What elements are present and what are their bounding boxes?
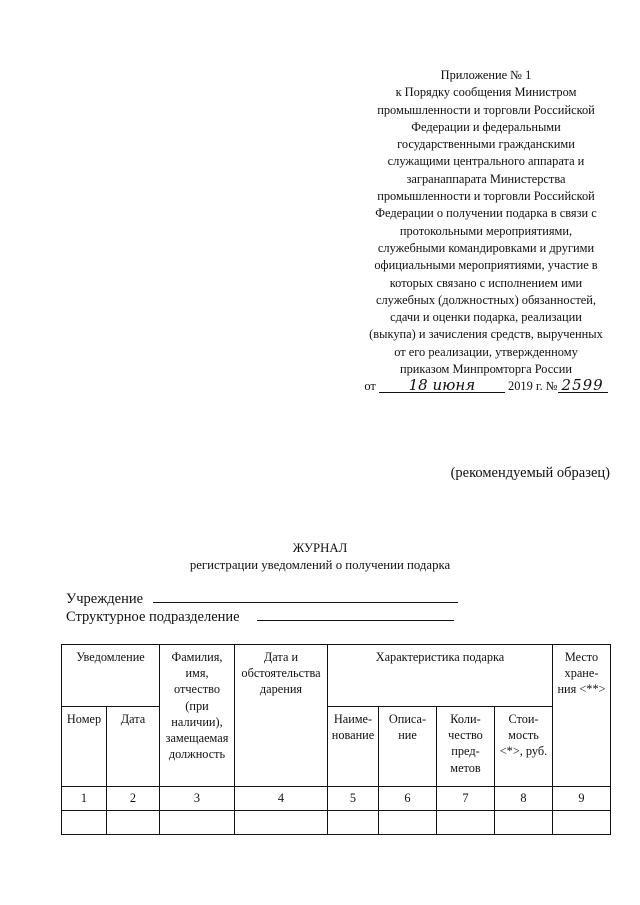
appendix-line: к Порядку сообщения Министром: [395, 85, 577, 100]
year-number-label: 2019 г. №: [508, 379, 558, 394]
empty-cell: [379, 811, 437, 835]
column-number-cell: 4: [235, 787, 328, 811]
empty-cell: [495, 811, 553, 835]
column-number-cell: 9: [553, 787, 611, 811]
header-gift-cost: Стои- мость <*>, руб.: [495, 707, 553, 787]
empty-cell: [235, 811, 328, 835]
handwritten-date: 18 июня: [379, 378, 505, 393]
header-fio-position: Фамилия, имя, отчество (при наличии), замещаемая должность: [160, 645, 235, 787]
appendix-line: официальными мероприятиями, участие в: [374, 258, 598, 273]
appendix-line: служебными командировками и другими: [377, 240, 595, 255]
header-gift-name: Наиме- нование: [328, 707, 379, 787]
institution-blank-line: [153, 589, 458, 603]
institution-label: Учреждение: [66, 591, 144, 607]
handwritten-order-number: 2599: [558, 378, 608, 393]
empty-cell: [553, 811, 611, 835]
empty-cell: [160, 811, 235, 835]
institution-field: [66, 589, 458, 608]
appendix-line: от его реализации, утвержденному: [394, 344, 578, 359]
subdivision-blank-line: [257, 607, 454, 621]
date-prefix: от: [364, 379, 376, 394]
header-storage-place: Место хране- ния <**>: [553, 645, 611, 787]
appendix-line: служащими центрального аппарата и: [387, 154, 585, 169]
appendix-line: промышленности и торговли Российской: [377, 189, 595, 204]
appendix-line: промышленности и торговли Российской: [377, 102, 595, 117]
column-number-cell: 8: [495, 787, 553, 811]
header-item-quantity: Коли- чество пред- метов: [437, 707, 495, 787]
journal-subheading: регистрации уведомлений о получении подарка: [189, 558, 451, 572]
appendix-line: (выкупа) и зачисления средств, вырученных: [369, 327, 603, 342]
header-gift-characteristics: Характеристика подарка: [328, 645, 553, 707]
appendix-line: Приложение № 1: [440, 68, 532, 82]
appendix-header: [352, 67, 620, 396]
journal-title: [0, 540, 640, 574]
empty-cell: [437, 811, 495, 835]
empty-cell: [328, 811, 379, 835]
column-number-cell: 2: [107, 787, 160, 811]
header-notification: Уведомление: [62, 645, 160, 707]
header-date: Дата: [107, 707, 160, 787]
empty-cell: [107, 811, 160, 835]
column-number-cell: 6: [379, 787, 437, 811]
appendix-line: Федерации о получении подарка в связи с: [375, 206, 597, 221]
recommended-sample-label: (рекомендуемый образец): [450, 465, 610, 481]
appendix-line: Федерации и федеральными: [411, 119, 561, 134]
appendix-line: приказом Минпромторга России: [399, 362, 573, 377]
column-number-cell: 5: [328, 787, 379, 811]
gift-registration-journal-table: [61, 644, 611, 835]
empty-cell: [62, 811, 107, 835]
appendix-line: сдачи и оценки подарка, реализации: [390, 310, 582, 325]
column-number-cell: 3: [160, 787, 235, 811]
appendix-line: служебных (должностных) обязанностей,: [376, 292, 596, 307]
column-number-cell: 1: [62, 787, 107, 811]
appendix-line: протокольными мероприятиями,: [399, 223, 573, 238]
order-date-line: [352, 378, 620, 395]
header-gift-description: Описа- ние: [379, 707, 437, 787]
journal-heading: ЖУРНАЛ: [292, 541, 348, 555]
header-date-circumstances: Дата и обстоятельства дарения: [235, 645, 328, 787]
subdivision-label: Структурное подразделение: [66, 609, 240, 625]
appendix-line: которых связано с исполнением ими: [389, 275, 583, 290]
appendix-line: загранаппарата Министерства: [406, 171, 566, 186]
column-number-cell: 7: [437, 787, 495, 811]
appendix-line: государственными гражданскими: [397, 137, 575, 152]
subdivision-field: [66, 607, 454, 626]
header-number: Номер: [62, 707, 107, 787]
